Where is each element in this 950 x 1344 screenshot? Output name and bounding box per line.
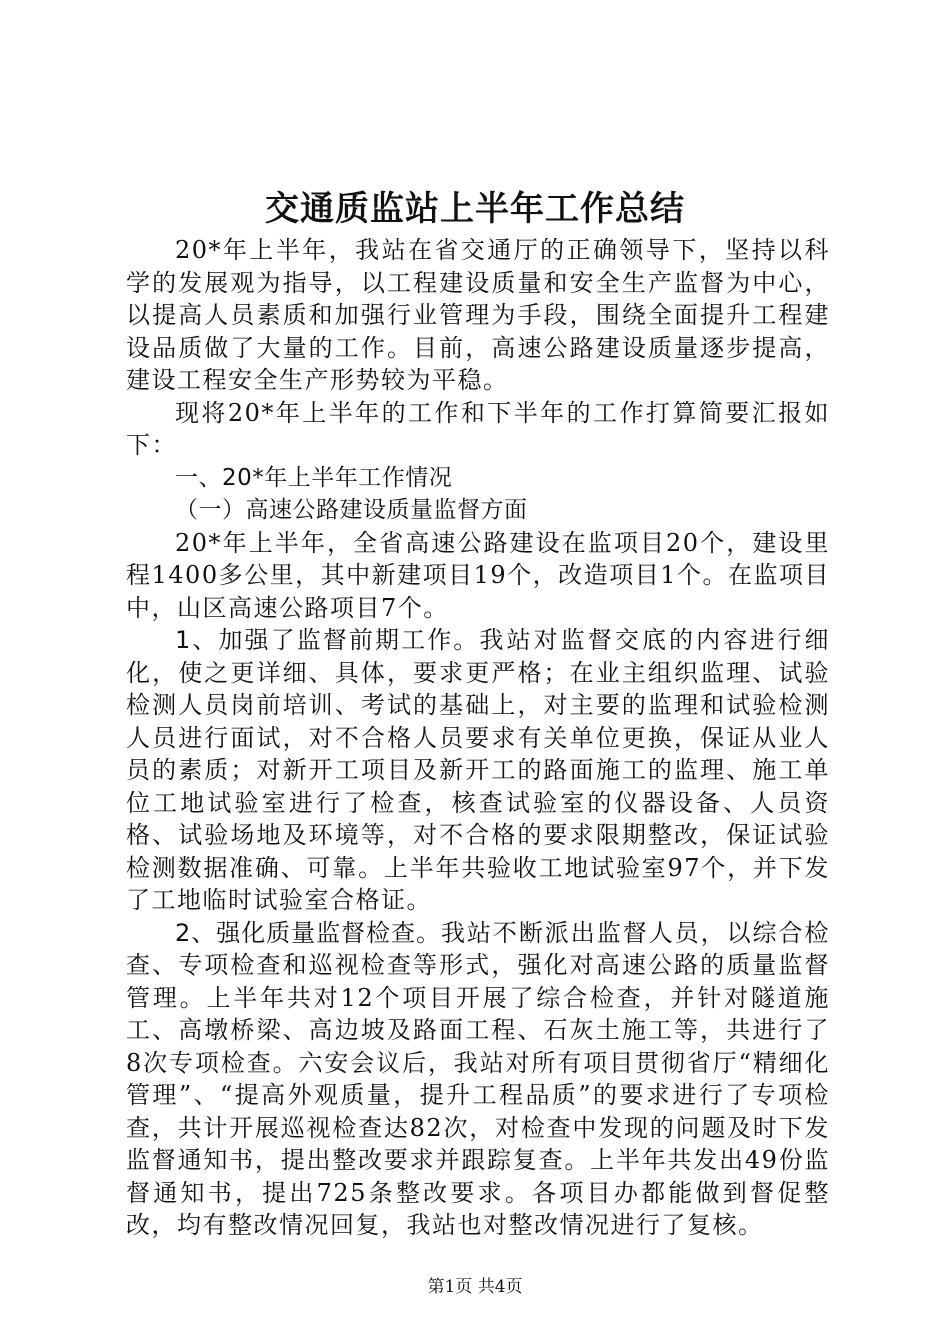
item-lead-2: 2、强化质量监督检查。 [175, 918, 441, 947]
report-intro-paragraph: 现将20*年上半年的工作和下半年的工作打算简要汇报如下： [126, 398, 830, 459]
document-body [126, 234, 830, 1242]
page-footer: 第1页 共4页 [427, 1277, 523, 1297]
subsection-heading: （一）高速公路建设质量监督方面 [175, 497, 528, 523]
item-paragraph-2 [126, 917, 830, 1242]
subsection-intro-paragraph: 20*年上半年，全省高速公路建设在监项目20个，建设里程1400多公里，其中新建项目19个，改造项目1个。在监项目中，山区高速公路项目7个。 [126, 528, 830, 622]
item-text-1: 我站对监督交底的内容进行细化，使之更详细、具体，要求更严格；在业主组织监理、试验检测人员岗前培训、考试的基础上，对主要的监理和试验检测人员进行面试，对不合格人员要求有关单位更换，保证从业人员的素质；对新开工项目及新开工的路面施工的监理、施工单位工地试验室进行了检查，核查试验室的仪器设备、人员资格、试验场地及环境等，对不合格的要求限期整改，保证试验检测数据准确、可靠。上半年共验收工地试验室97个，并下发了工地临时试验室合格证。 [126, 626, 830, 914]
document-title: 交通质监站上半年工作总结 [265, 189, 685, 229]
intro-paragraph: 20*年上半年，我站在省交通厅的正确领导下，坚持以科学的发展观为指导，以工程建设质量和安全生产监督为中心，以提高人员素质和加强行业管理为手段，围绕全面提升工程建设品质做了大量的工作。目前，高速公路建设质量逐步提高，建设工程安全生产形势较为平稳。 [126, 236, 830, 394]
item-text-2: 我站不断派出监督人员，以综合检查、专项检查和巡视检查等形式，强化对高速公路的质量监督管理。上半年共对12个项目开展了综合检查，并针对隧道施工、高墩桥梁、高边坡及路面工程、石灰土施工等，共进行了8次专项检查。六安会议后，我站对所有项目贯彻省厅“精细化管理”、“提高外观质量，提升工程品质”的要求进行了专项检查，共计开展巡视检查达82次，对检查中发现的问题及时下发监督通知书，提出整改要求并跟踪复查。上半年共发出49份监督通知书，提出725条整改要求。各项目办都能做到督促整改，均有整改情况回复，我站也对整改情况进行了复核。 [126, 918, 830, 1239]
item-paragraph-1 [126, 624, 830, 917]
section-heading: 一、20*年上半年工作情况 [175, 464, 453, 491]
item-lead-1: 1、加强了监督前期工作。 [175, 626, 480, 654]
